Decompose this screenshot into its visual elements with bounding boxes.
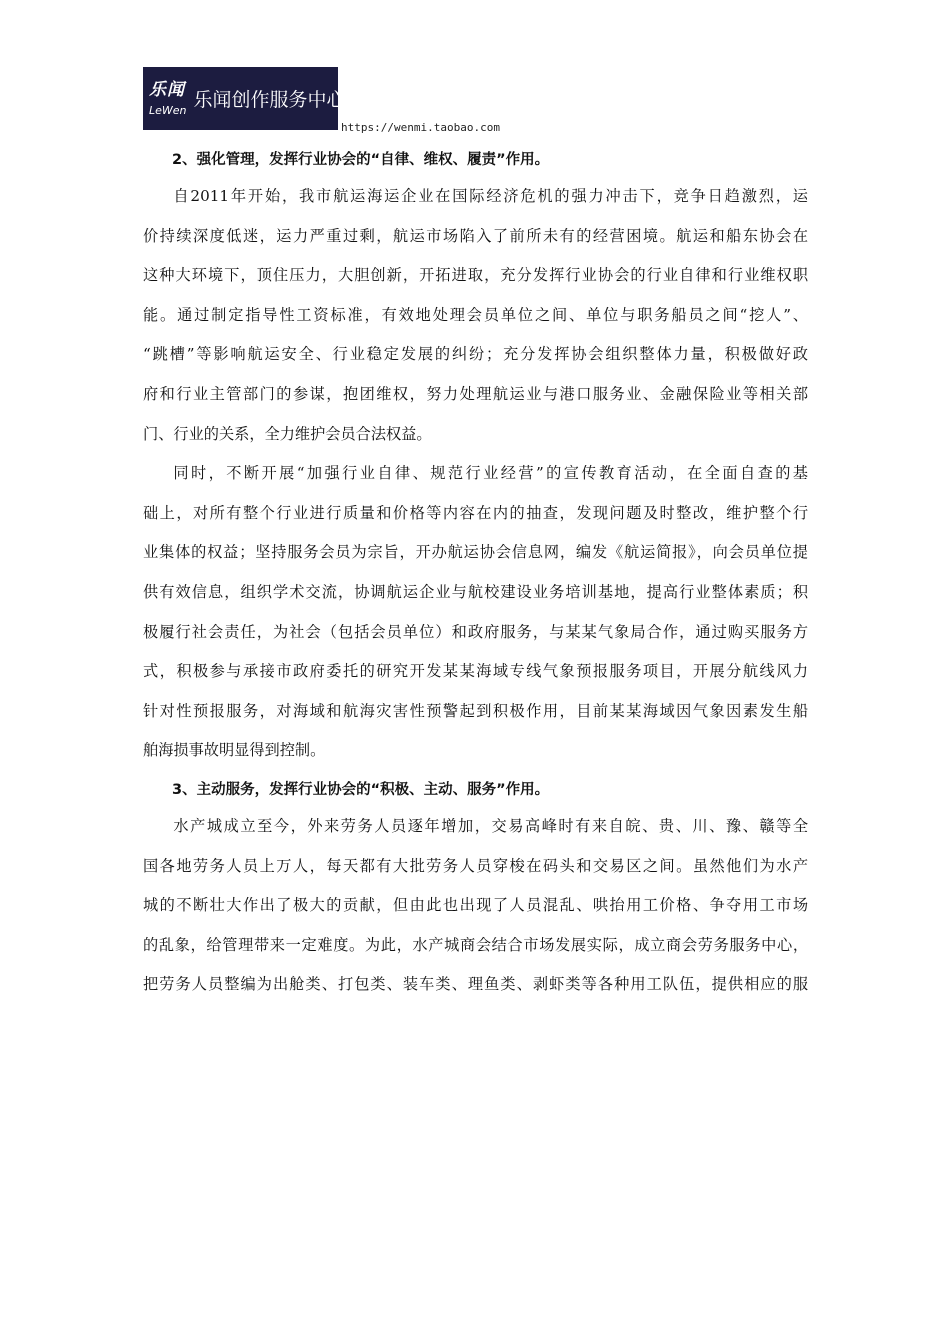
text-line: 府和行业主管部门的参谋，抱团维权，努力处理航运业与港口服务业、金融保险业等相关部 (143, 384, 808, 403)
source-url[interactable]: https://wenmi.taobao.com (341, 121, 500, 134)
section-3-heading: 3、主动服务，发挥行业协会的“积极、主动、服务”作用。 (172, 781, 550, 798)
logo-mark-cn: 乐闻 (149, 79, 185, 100)
section-2-heading: 2、强化管理，发挥行业协会的“自律、维权、履责”作用。 (172, 152, 550, 168)
document-body (143, 143, 808, 1005)
text-line: 把劳务人员整编为出舱类、打包类、装车类、理鱼类、剥虾类等各种用工队伍，提供相应的服 (143, 975, 808, 994)
text-line: 针对性预报服务，对海域和航海灾害性预警起到积极作用，目前某某海域因气象因素发生船 (143, 701, 808, 720)
text-line: 础上，对所有整个行业进行质量和价格等内容在内的抽查，发现问题及时整改，维护整个行 (143, 503, 808, 522)
section-3-paragraph-1 (143, 807, 808, 1005)
text-line: 价持续深度低迷，运力严重过剩，航运市场陷入了前所未有的经营困境。航运和船东协会在 (143, 226, 808, 245)
text-line: 水产城成立至今，外来劳务人员逐年增加，交易高峰时有来自皖、贵、川、豫、赣等全 (173, 816, 808, 835)
text-line: 能。通过制定指导性工资标准，有效地处理会员单位之间、单位与职务船员之间“挖人”、 (143, 305, 808, 324)
text-line: 城的不断壮大作出了极大的贡献，但由此也出现了人员混乱、哄抬用工价格、争夺用工市场 (143, 896, 808, 915)
text-line: 自2011年开始，我市航运海运企业在国际经济危机的强力冲击下，竞争日趋激烈，运 (173, 187, 808, 205)
logo-banner (143, 67, 346, 130)
text-line: 供有效信息，组织学术交流，协调航运企业与航校建设业务培训基地，提高行业整体素质；积 (143, 582, 808, 601)
text-line: 这种大环境下，顶住压力，大胆创新，开拓进取，充分发挥行业协会的行业自律和行业维权职 (143, 266, 808, 285)
text-line: 式，积极参与承接市政府委托的研究开发某某海域专线气象预报服务项目，开展分航线风力 (143, 662, 808, 681)
text-line: 舶海损事故明显得到控制。 (143, 741, 326, 760)
text-line: 门、行业的关系，全力维护会员合法权益。 (143, 424, 432, 443)
text-line: 业集体的权益；坚持服务会员为宗旨，开办航运协会信息网，编发《航运简报》，向会员单位提 (143, 543, 808, 562)
text-line: “跳槽”等影响航运安全、行业稳定发展的纠纷；充分发挥协会组织整体力量，积极做好政 (143, 345, 808, 364)
section-2-paragraph-1 (143, 177, 808, 454)
text-line: 同时，不断开展“加强行业自律、规范行业经营”的宣传教育活动，在全面自查的基 (173, 464, 808, 483)
text-line: 国各地劳务人员上万人，每天都有大批劳务人员穿梭在码头和交易区之间。虽然他们为水产 (143, 856, 808, 875)
logo-mark (149, 71, 187, 127)
text-line: 极履行社会责任，为社会（包括会员单位）和政府服务，与某某气象局合作，通过购买服务方 (143, 622, 808, 641)
logo-text: 乐闻创作服务中心 (193, 89, 346, 111)
text-line: 的乱象，给管理带来一定难度。为此，水产城商会结合市场发展实际，成立商会劳务服务中心， (143, 935, 808, 954)
section-2-paragraph-2 (143, 454, 808, 771)
logo-mark-en: LeWen (149, 103, 187, 117)
